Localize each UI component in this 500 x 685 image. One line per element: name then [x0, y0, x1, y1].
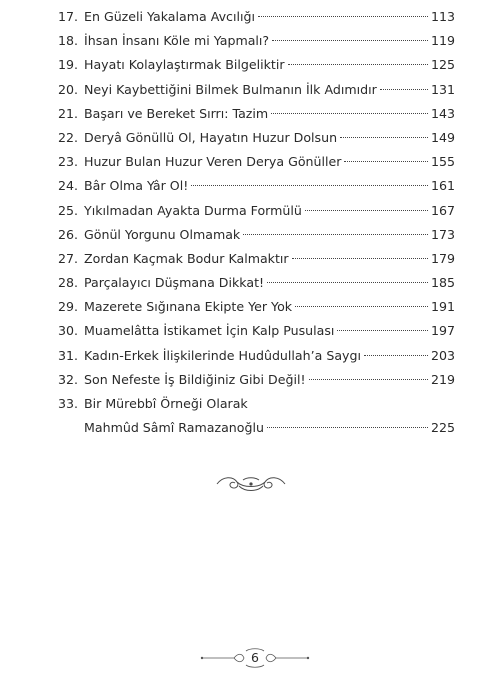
toc-entry	[58, 368, 455, 392]
toc-entry	[58, 53, 455, 77]
entry-number: 19.	[58, 57, 79, 73]
entry-number: 30.	[58, 323, 79, 339]
entry-page: 125	[430, 57, 455, 73]
entry-title: Mazerete Sığınana Ekipte Yer Yok	[84, 299, 293, 315]
dot-leader	[337, 330, 428, 331]
toc-entry	[58, 344, 455, 368]
entry-number: 31.	[58, 347, 79, 363]
entry-page: 113	[430, 9, 455, 24]
entry-page: 143	[430, 105, 455, 121]
entry-number: 18.	[58, 33, 79, 49]
toc-entry	[58, 392, 455, 440]
entry-number: 26.	[58, 226, 79, 242]
dot-leader	[243, 234, 428, 235]
entry-page: 197	[430, 323, 455, 339]
entry-number: 23.	[58, 154, 79, 170]
entry-number: 20.	[58, 81, 79, 97]
dot-leader	[191, 185, 428, 186]
entry-page: 149	[430, 129, 455, 145]
entry-title-continued: Mahmûd Sâmî Ramazanoğlu	[84, 420, 264, 436]
entry-number: 29.	[58, 299, 79, 315]
dot-leader	[288, 64, 428, 65]
entry-title: En Güzeli Yakalama Avcılığı	[84, 9, 255, 24]
entry-title: Başarı ve Bereket Sırrı: Tazim	[84, 105, 269, 121]
toc-entry	[58, 78, 455, 102]
entry-title: Neyi Kaybettiğini Bilmek Bulmanın İlk Adımıdır	[84, 81, 377, 97]
entry-title: Bir Mürebbî Örneği Olarak	[84, 396, 248, 411]
dot-leader	[380, 89, 428, 90]
dot-leader	[258, 16, 428, 17]
dot-leader	[340, 137, 428, 138]
entry-page: 131	[430, 81, 455, 97]
entry-page: 161	[430, 178, 455, 194]
entry-page: 119	[430, 33, 455, 49]
toc-entry	[58, 295, 455, 319]
entry-title: Deryâ Gönüllü Ol, Hayatın Huzur Dolsun	[84, 129, 338, 145]
table-of-contents	[58, 5, 455, 440]
entry-title: Hayatı Kolaylaştırmak Bilgeliktir	[84, 57, 285, 73]
entry-title: Gönül Yorgunu Olmamak	[84, 226, 241, 242]
page-footer	[200, 645, 310, 671]
toc-entry	[58, 126, 455, 150]
entry-page: 225	[430, 420, 455, 436]
entry-title: Huzur Bulan Huzur Veren Derya Gönüller	[84, 154, 342, 170]
entry-number: 32.	[58, 371, 79, 387]
entry-title: Muamelâtta İstikamet İçin Kalp Pusulası	[84, 323, 335, 339]
entry-number: 21.	[58, 105, 79, 121]
dot-leader	[344, 161, 428, 162]
toc-entry	[58, 199, 455, 223]
dot-leader	[267, 282, 428, 283]
dot-leader	[305, 210, 428, 211]
page-number: 6	[251, 650, 259, 665]
dot-leader	[292, 258, 428, 259]
toc-entry	[58, 150, 455, 174]
entry-title: Yıkılmadan Ayakta Durma Formülü	[84, 202, 302, 218]
entry-number: 22.	[58, 129, 79, 145]
entry-number: 17.	[58, 9, 79, 24]
dot-leader	[295, 306, 428, 307]
entry-page: 203	[430, 347, 455, 363]
dot-leader	[309, 379, 428, 380]
toc-entry	[58, 174, 455, 198]
entry-title: Bâr Olma Yâr Ol!	[84, 178, 189, 194]
toc-entry	[58, 271, 455, 295]
entry-page: 191	[430, 299, 455, 315]
toc-entry	[58, 319, 455, 343]
entry-number: 27.	[58, 250, 79, 266]
entry-title: İhsan İnsanı Köle mi Yapmalı?	[84, 33, 270, 49]
decorative-ornament	[213, 472, 289, 496]
entry-title: Son Nefeste İş Bildiğiniz Gibi Değil!	[84, 371, 306, 387]
entry-number: 24.	[58, 178, 79, 194]
entry-number: 28.	[58, 275, 79, 291]
toc-entry	[58, 102, 455, 126]
entry-number: 33.	[58, 396, 79, 411]
entry-page: 155	[430, 154, 455, 170]
entry-page: 167	[430, 202, 455, 218]
dot-leader	[364, 355, 428, 356]
entry-title: Kadın-Erkek İlişkilerinde Hudûdullah’a Saygı	[84, 347, 361, 363]
toc-entry	[58, 247, 455, 271]
dot-leader	[271, 113, 428, 114]
entry-page: 185	[430, 275, 455, 291]
entry-page: 179	[430, 250, 455, 266]
entry-title: Parçalayıcı Düşmana Dikkat!	[84, 275, 265, 291]
toc-entry	[58, 5, 455, 29]
dot-leader	[267, 427, 428, 428]
entry-page: 173	[430, 226, 455, 242]
toc-entry	[58, 223, 455, 247]
dot-leader	[272, 40, 428, 41]
entry-title: Zordan Kaçmak Bodur Kalmaktır	[84, 250, 289, 266]
entry-number: 25.	[58, 202, 79, 218]
entry-page: 219	[430, 371, 455, 387]
toc-entry	[58, 29, 455, 53]
